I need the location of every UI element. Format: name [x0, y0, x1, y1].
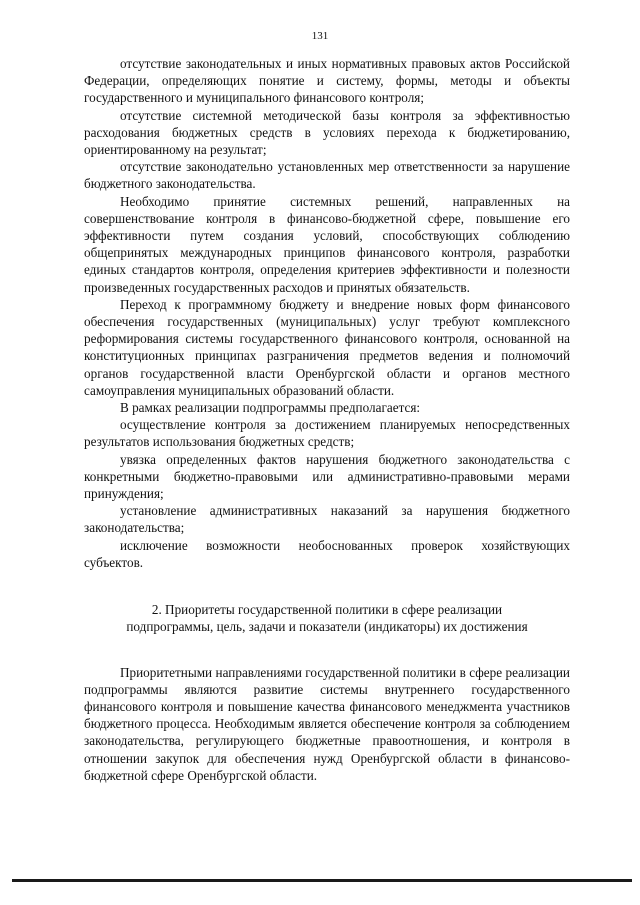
section-heading-line: 2. Приоритеты государственной политики в сфере реализации — [151, 602, 503, 618]
page-number: 131 — [311, 30, 329, 42]
section-heading-line: подпрограммы, цель, задачи и показатели (индикаторы) их достижения — [126, 619, 528, 635]
document-body — [84, 55, 570, 784]
paragraph: отсутствие системной методической базы контроля за эффективностью расходования бюджетных средств в условиях перехода к бюджетированию, ориентированному на результат; — [84, 107, 570, 158]
paragraph: исключение возможности необоснованных проверок хозяйствующих субъектов. — [84, 537, 570, 570]
paragraph: отсутствие законодательно установленных мер ответственности за нарушение бюджетного законодательства. — [84, 159, 570, 192]
paragraph: осуществление контроля за достижением планируемых непосредственных результатов использования бюджетных средств; — [84, 417, 570, 450]
paragraph: Переход к программному бюджету и внедрение новых форм финансового обеспечения государственных (муниципальных) услуг требуют комплексного реформирования системы государственного финансового контроля, основанной на конституционных принципах разграничения предметов ведения и полномочий органов государственной власти Оренбургской области и органов местного самоуправления муниципальных образований области. — [84, 296, 570, 398]
bottom-rule — [12, 879, 632, 882]
paragraph: установление административных наказаний за нарушения бюджетного законодательства; — [84, 503, 570, 536]
section-heading — [84, 601, 570, 635]
paragraph: В рамках реализации подпрограммы предполагается: — [120, 400, 421, 416]
paragraph: отсутствие законодательных и иных нормативных правовых актов Российской Федерации, определяющих понятие и систему, формы, методы и объекты государственного и муниципального финансового контроля; — [84, 56, 570, 106]
paragraph: увязка определенных фактов нарушения бюджетного законодательства с конкретными бюджетно-правовыми или административно-правовыми мерами принуждения; — [84, 451, 570, 502]
paragraph: Необходимо принятие системных решений, направленных на совершенствование контроля в финансово-бюджетной сфере, повышение его эффективности путем создания условий, способствующих соблюдению общепринятых международных принципов финансового контроля, разработки единых стандартов контроля, определения критериев эффективности и полезности произведенных государственных расходов и принятых обязательств. — [84, 193, 570, 295]
paragraph: Приоритетными направлениями государственной политики в сфере реализации подпрограммы являются развитие системы внутреннего государственного финансового контроля и повышение качества финансового менеджмента участников бюджетного процесса. Необходимым является обеспечение контроля за соблюдением законодательства, регулирующего бюджетные правоотношения, и контроля в отношении закупок для обеспечения нужд Оренбургской области в финансово-бюджетной сфере Оренбургской области. — [84, 664, 570, 783]
